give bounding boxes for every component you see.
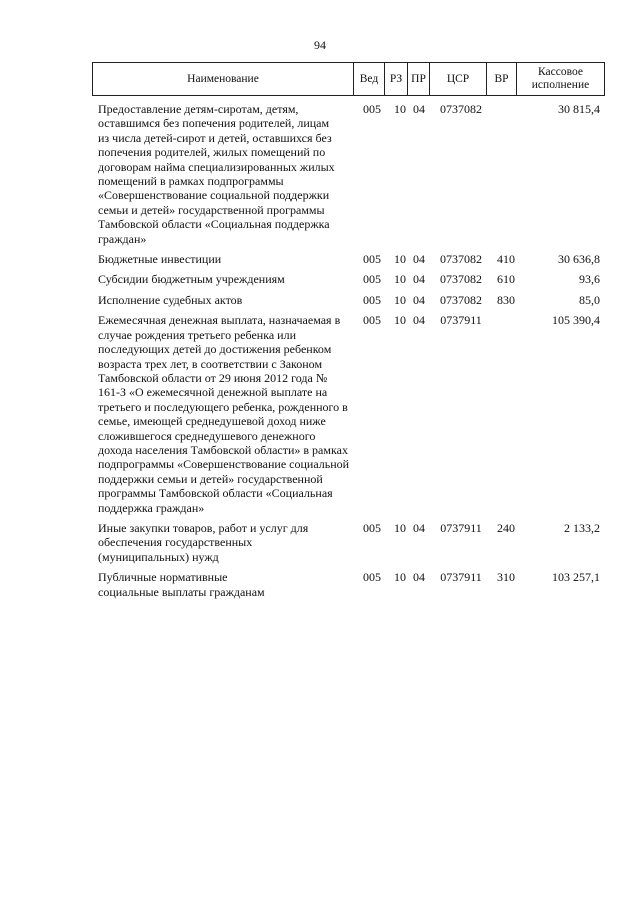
table-row <box>98 293 608 307</box>
row-rz: 10 <box>394 570 406 585</box>
row-ved: 005 <box>363 252 381 267</box>
row-pr: 04 <box>413 313 425 328</box>
row-pr: 04 <box>413 292 425 307</box>
row-pr: 04 <box>413 272 425 287</box>
row-csr: 0737082 <box>440 272 482 287</box>
row-csr: 0737082 <box>440 292 482 307</box>
header-vr: ВР <box>486 63 516 95</box>
table-row <box>98 570 608 599</box>
row-vr: 830 <box>497 292 515 307</box>
row-name: Субсидии бюджетным учреждениям <box>98 272 285 287</box>
row-sum: 30 636,8 <box>558 252 600 267</box>
row-csr: 0737911 <box>440 520 482 535</box>
row-pr: 04 <box>413 520 425 535</box>
header-csr: ЦСР <box>429 63 486 95</box>
row-rz: 10 <box>394 272 406 287</box>
row-sum: 2 133,2 <box>564 520 600 535</box>
header-kassa-line2: исполнение <box>531 79 590 91</box>
row-ved: 005 <box>363 313 381 328</box>
table-body <box>98 102 608 599</box>
row-ved: 005 <box>363 102 381 116</box>
header-pr: ПР <box>407 63 429 95</box>
header-ved: Вед <box>353 63 384 95</box>
table-header <box>92 62 605 96</box>
row-ved: 005 <box>363 272 381 287</box>
row-rz: 10 <box>394 252 406 267</box>
row-rz: 10 <box>394 520 406 535</box>
row-rz: 10 <box>394 313 406 328</box>
table-row <box>98 521 608 564</box>
row-vr: 610 <box>497 272 515 287</box>
row-name: Предоставление детям-сиротам, детям, оставшимся без попечения родителей, лицам из числа детей-сирот и детей, оставшихся без попечения родителей, жилых помещений по договорам найма специализированных жилых помещений в рамках подпрограммы «Совершенствование социальной поддержки семьи и детей» государственной программы Тамбовской области «Социальная поддержка граждан» <box>98 102 335 246</box>
table-row <box>98 313 608 515</box>
row-name: Ежемесячная денежная выплата, назначаемая в случае рождения третьего ребенка или последующих детей до достижения ребенком возраста трех лет, в соответствии с Законом Тамбовской области от 29 июня 2012 года № 161-З «О ежемесячной денежной выплате на третьего и последующего ребенка, рожденного в семье, имеющей среднедушевой доход ниже сложившегося среднедушевого денежного дохода населения Тамбовской области» в рамках подпрограммы «Совершенствование социальной поддержки семьи и детей» государственной программы Тамбовской области «Социальная поддержка граждан» <box>98 313 350 515</box>
row-sum: 93,6 <box>579 272 600 287</box>
header-kassa-line1: Кассовое <box>538 66 583 78</box>
table-row <box>98 102 608 246</box>
row-name: Иные закупки товаров, работ и услуг для обеспечения государственных (муниципальных) нужд <box>98 520 309 564</box>
row-name: Исполнение судебных актов <box>98 292 243 307</box>
row-name: Публичные нормативные социальные выплаты гражданам <box>98 570 265 599</box>
row-csr: 0737911 <box>440 570 482 585</box>
page-number: 94 <box>314 38 326 52</box>
row-vr: 240 <box>497 520 515 535</box>
table-row <box>98 252 608 266</box>
header-kassa <box>516 63 604 95</box>
row-sum: 105 390,4 <box>552 313 600 328</box>
row-sum: 85,0 <box>579 292 600 307</box>
row-csr: 0737911 <box>440 313 482 328</box>
row-vr: 410 <box>497 252 515 267</box>
row-ved: 005 <box>363 520 381 535</box>
row-ved: 005 <box>363 292 381 307</box>
row-ved: 005 <box>363 570 381 585</box>
table-row <box>98 272 608 286</box>
row-rz: 10 <box>394 292 406 307</box>
row-vr: 310 <box>497 570 515 585</box>
row-sum: 30 815,4 <box>558 102 600 116</box>
row-pr: 04 <box>413 102 425 116</box>
row-name: Бюджетные инвестиции <box>98 252 222 267</box>
row-pr: 04 <box>413 570 425 585</box>
row-sum: 103 257,1 <box>552 570 600 585</box>
header-rz: РЗ <box>384 63 407 95</box>
header-name: Наименование <box>187 72 259 85</box>
row-csr: 0737082 <box>440 252 482 267</box>
row-csr: 0737082 <box>440 102 482 116</box>
row-pr: 04 <box>413 252 425 267</box>
row-rz: 10 <box>394 102 406 116</box>
